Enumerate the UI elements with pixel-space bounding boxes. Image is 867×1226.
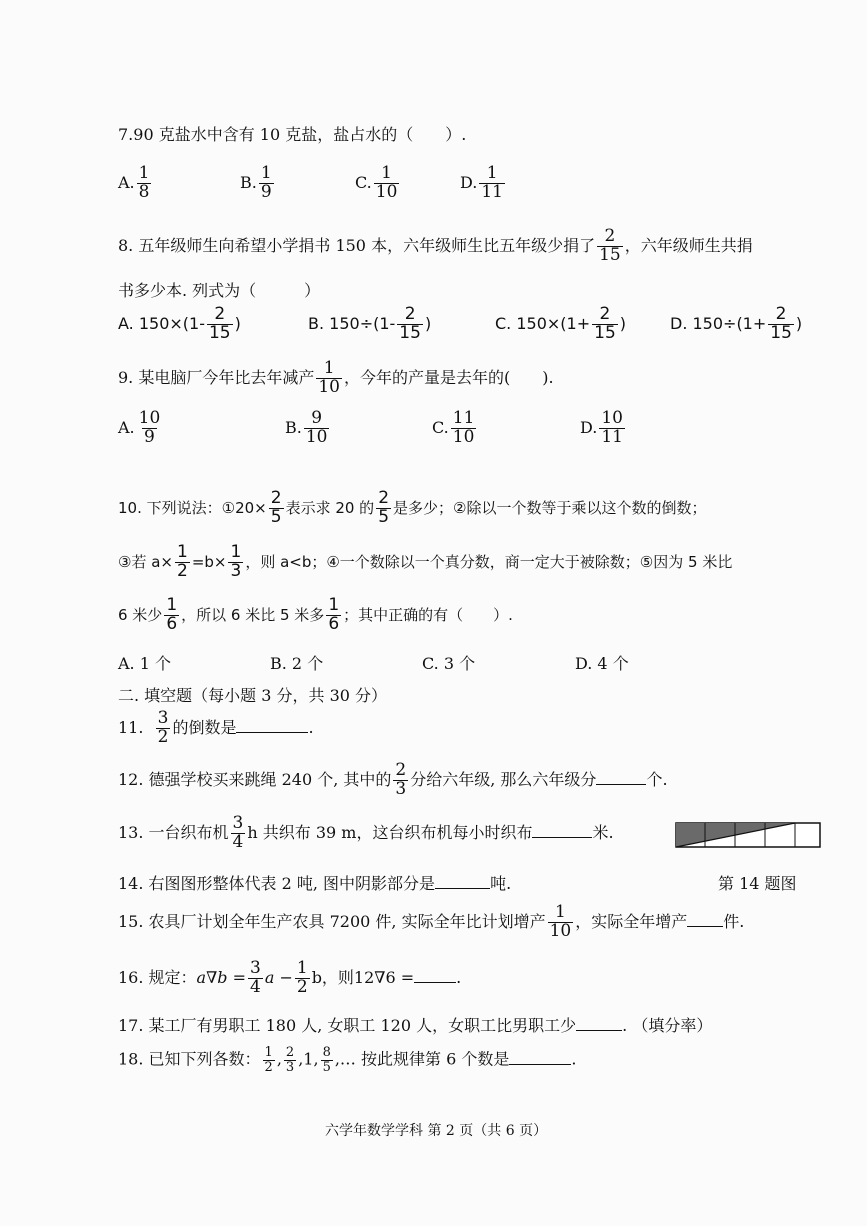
q9-option-d[interactable]: D. $\frac{10}{11}$ [580, 408, 623, 447]
q10-option-a[interactable]: A. 1 个 [118, 654, 171, 673]
q7-option-a[interactable] [118, 165, 153, 202]
answer-blank[interactable] [509, 1050, 571, 1065]
q7-option-b[interactable] [240, 165, 276, 202]
answer-blank[interactable] [532, 823, 592, 838]
fraction: $\frac{1}{8}$ [138, 163, 150, 202]
q10-option-c[interactable]: C. 3 个 [422, 654, 476, 673]
q9-option-b[interactable]: B. $\frac{9}{10}$ [285, 408, 328, 447]
q14-figure-caption: 第 14 题图 [718, 874, 797, 893]
q17: 17. 某工厂有男职工 180 人, 女职工 120 人，女职工比男职工少 . （填分率） [118, 1016, 713, 1035]
q8-stem: 8. 五年级师生向希望小学捐书 150 本，六年级师生比五年级少捐了 $\frac{2}{15}$ ，六年级师生共捐 [118, 226, 753, 265]
answer-blank[interactable] [596, 770, 646, 785]
q14-figure [675, 822, 821, 848]
answer-blank[interactable] [687, 912, 723, 927]
q18: 18. 已知下列各数： $\frac{1}{2}$ , $\frac{2}{3}$ ,1, $\frac{8}{5}$ ,… 按此规律第 6 个数是 . [118, 1045, 577, 1075]
q10-line-2: ③若 a× $\frac{1}{2}$ =b× $\frac{1}{3}$ ，则 a<b；④一个数除以一个真分数，商一定大于被除数；⑤因为 5 米比 [118, 542, 733, 581]
option-label: A. [118, 172, 135, 192]
q7-option-d[interactable] [460, 165, 507, 202]
q11: 11. $\frac{3}{2}$ 的倒数是 . [118, 708, 314, 747]
answer-blank[interactable] [236, 718, 308, 733]
page-footer: 六学年数学学科 第 2 页（共 6 页） [325, 1123, 548, 1139]
q8-option-b[interactable]: B. 150÷(1- $\frac{2}{15}$ ) [308, 304, 432, 343]
answer-blank[interactable] [414, 968, 456, 983]
fraction: $\frac{1}{10}$ [375, 163, 398, 202]
q15: 15. 农具厂计划全年生产农具 7200 件, 实际全年比计划增产 $\frac{1}{10}$ ，实际全年增产 件. [118, 902, 745, 941]
fraction: $\frac{1}{10}$ [318, 358, 340, 397]
q9-stem: 9. 某电脑厂今年比去年减产 $\frac{1}{10}$ ，今年的产量是去年的( ). [118, 358, 554, 397]
q14: 14. 右图图形整体代表 2 吨, 图中阴影部分是 吨. [118, 874, 512, 893]
q10-line-1: 10. 下列说法：①20× $\frac{2}{5}$ 表示求 20 的 $\frac{2}{5}$ 是多少；②除以一个数等于乘以这个数的倒数； [118, 488, 707, 527]
q8-option-a[interactable]: A. 150×(1- $\frac{2}{15}$ ) [118, 304, 241, 343]
q9-option-c[interactable]: C. $\frac{11}{10}$ [432, 408, 475, 447]
q9-option-a[interactable]: A. $\frac{10}{9}$ [118, 408, 161, 447]
q8-option-d[interactable]: D. 150÷(1+ $\frac{2}{15}$ ) [670, 304, 803, 343]
q12: 12. 德强学校买来跳绳 240 个, 其中的 $\frac{2}{3}$ 分给六年级, 那么六年级分 个. [118, 760, 668, 799]
option-label: C. [355, 172, 372, 192]
q8-option-c[interactable]: C. 150×(1+ $\frac{2}{15}$ ) [495, 304, 627, 343]
q10-option-b[interactable]: B. 2 个 [270, 654, 324, 673]
q10-line-3: 6 米少 $\frac{1}{6}$ ，所以 6 米比 5 米多 $\frac{1}{6}$ ；其中正确的有（ ）. [118, 595, 513, 634]
q10-option-d[interactable]: D. 4 个 [575, 654, 629, 673]
answer-blank[interactable] [435, 874, 490, 889]
q16: 16. 规定：a∇b = $\frac{3}{4}$ a − $\frac{1}{2}$ b，则12∇6 = . [118, 958, 462, 997]
fraction: $\frac{1}{11}$ [481, 163, 503, 202]
option-label: D. [460, 172, 478, 192]
q7-option-c[interactable] [355, 165, 401, 202]
q13: 13. 一台织布机 $\frac{3}{4}$ h 共织布 39 m，这台织布机每小时织布 米. [118, 813, 614, 852]
answer-blank[interactable] [576, 1016, 622, 1031]
fraction: $\frac{1}{9}$ [260, 163, 272, 202]
q8-stem-cont: 书多少本. 列式为（ ） [118, 281, 321, 300]
fraction: $\frac{2}{15}$ [599, 226, 621, 265]
option-label: B. [240, 172, 257, 192]
section-heading: 二. 填空题（每小题 3 分，共 30 分） [118, 686, 388, 705]
q7-stem: 7.90 克盐水中含有 10 克盐，盐占水的（ ）. [118, 125, 467, 144]
